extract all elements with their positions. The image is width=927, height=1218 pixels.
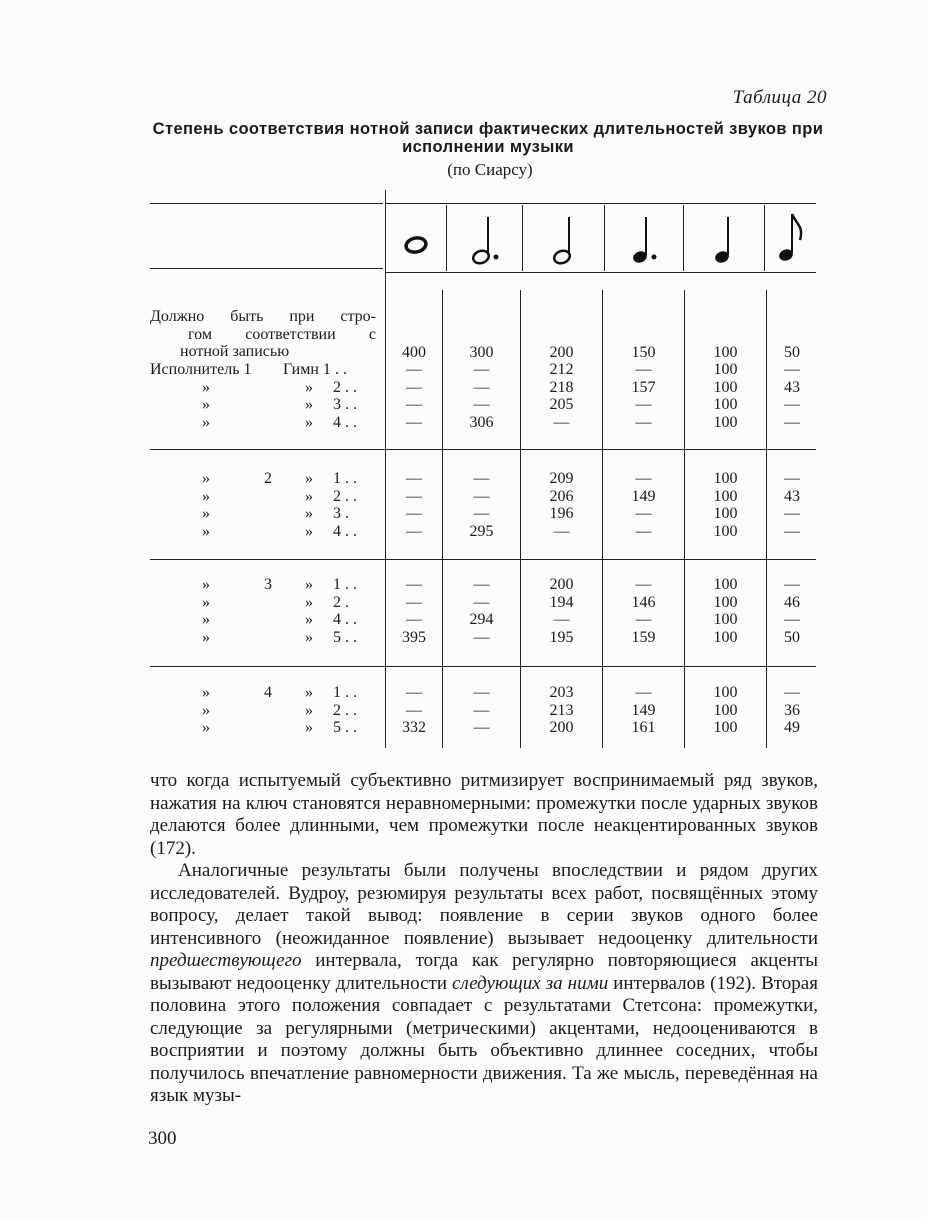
table-cell: 100 [713,413,738,431]
table-cell: — [473,628,490,646]
value-column [521,470,602,540]
value-column [443,470,520,540]
table-number: Таблица 20 [732,87,827,108]
table-cell: 194 [549,593,574,611]
table-cell: — [784,413,800,431]
table-cell: — [473,505,490,522]
table-cell: 200 [549,343,574,361]
table-cell: — [635,505,652,522]
value-column [603,576,684,646]
table-cell: — [784,505,800,522]
value-column [521,684,602,737]
table-cell: 295 [469,522,494,540]
value-column [386,470,442,540]
table-cell: — [635,470,652,487]
table-cell: — [473,593,490,611]
table-cell: 196 [549,505,574,522]
table-cell: — [406,593,422,611]
table-cell: — [473,576,490,593]
dotted-quarter-note-icon [605,213,683,267]
table-cell: 206 [549,487,574,505]
table-cell: — [635,361,652,378]
table-cell: — [406,505,422,522]
header-rule-left-bottom [150,268,383,269]
page-number: 300 [148,1128,177,1149]
table-cell: — [784,361,800,378]
table-cell: 100 [713,719,738,736]
table-cell: 332 [402,719,426,736]
table-cell: 100 [713,684,738,701]
value-column [521,344,602,432]
row-label: » » 3 . [202,505,349,522]
table-cell: — [553,413,570,431]
table-cell: 157 [631,378,656,396]
group-divider-1 [150,449,816,450]
table-cell: 205 [549,396,574,413]
table-cell: 100 [713,396,738,413]
table-title: Степень соответствия нотной записи фактических длительностей звуков при исполнении музыки [152,120,824,156]
table-cell: 213 [549,701,574,719]
label-reference: Должно быть при стро- гом соответствии с нотной записью [150,308,376,360]
table-subtitle: (по Сиарсу) [447,160,533,179]
value-column [443,576,520,646]
table-cell: 100 [713,701,738,719]
table-cell: 100 [713,361,738,378]
row-label: » » 2 . . [202,378,357,396]
table-cell: 149 [631,487,656,505]
table-cell: — [635,413,652,431]
value-column [603,344,684,432]
row-label: » » 2 . [202,593,349,611]
table-cell: 395 [402,628,426,646]
table-cell: — [473,719,490,736]
header-rule-right-bottom [386,272,816,273]
value-column [603,684,684,737]
value-column [685,470,766,540]
table-cell: — [406,413,422,431]
dotted-half-note-icon [447,213,522,267]
table-cell: 100 [713,628,738,646]
row-label: » 2 » 1 . . [202,470,357,487]
eighth-note-icon [765,210,817,266]
row-label: » » 5 . . [202,719,357,736]
paragraph: Аналогичные результаты были получены впоследствии и рядом других исследователей. Вудроу, резюмируя результаты всех работ, посвящённых этому вопросу, делает такой вывод: появление в серии звуков одного более интенсивного (неожиданное появление) вызывает недооценку длительности предшествующего интервала, тогда как регулярно повторяющиеся акценты вызывают недооценку длительности следующих за ними интервалов (192). Вторая половина этого положения совпадает с результатами Стетсона: промежутки, следующие за регулярными (метрическими) акцентами, недооцениваются в восприятии и поэтому должны быть объективно длиннее соседних, чтобы получилось впечатление равномерности движения. Та же мысль, переведённая на язык музы- [150,860,818,1106]
table-cell: — [406,378,422,396]
table-cell: 159 [631,628,656,646]
header-rule-right-top [386,203,816,204]
value-column [603,470,684,540]
table-cell: — [406,611,422,628]
table-cell: — [473,470,490,487]
table-cell: 100 [713,487,738,505]
table-cell: 150 [631,343,656,361]
value-column [386,684,442,737]
whole-note-icon [386,236,446,254]
table-cell: 100 [713,470,738,487]
table-cell: 43 [784,487,800,505]
table-cell: — [784,576,800,593]
table-cell: — [406,576,422,593]
table-cell: — [406,701,422,719]
table-cell: 161 [631,719,656,736]
table-cell: 100 [713,378,738,396]
table-cell: 300 [469,343,494,361]
value-column [685,684,766,737]
table-cell: — [473,684,490,701]
table-cell: — [406,396,422,413]
row-label: » » 4 . . [202,413,357,431]
value-column [386,344,442,432]
value-column [685,344,766,432]
body-text [150,770,818,1108]
value-column [443,684,520,737]
table-cell: — [473,396,490,413]
half-note-icon [523,213,604,267]
table-cell: 100 [713,576,738,593]
table-cell: — [635,611,652,628]
table-cell: 200 [549,719,574,736]
table-cell: — [473,361,490,378]
table-cell: 100 [713,505,738,522]
table-cell: 209 [549,470,574,487]
table-cell: 218 [549,378,574,396]
table-cell: — [406,470,422,487]
table-cell: — [784,396,800,413]
table-cell: — [406,361,422,378]
table-cell: 195 [549,628,574,646]
table-cell: — [784,522,800,540]
group-divider-2 [150,559,816,560]
value-column [443,344,520,432]
table-cell: 100 [713,611,738,628]
table-cell: 146 [631,593,656,611]
table-cell: 43 [784,378,800,396]
table-cell: 100 [713,343,738,361]
row-label: Исполнитель 1 Гимн 1 . . [150,361,347,378]
header-rule-left-top [150,203,383,204]
group-divider-3 [150,666,816,667]
table-cell: 149 [631,701,656,719]
row-label: » » 4 . . [202,522,357,540]
value-column [767,344,817,432]
value-column [767,470,817,540]
table-cell: — [635,576,652,593]
column-rule-0 [385,190,386,748]
row-label: » 4 » 1 . . [202,684,357,701]
table-cell: — [784,684,800,701]
quarter-note-icon [684,213,764,267]
table-cell: — [473,487,490,505]
table-cell: 36 [784,701,800,719]
table-cell: — [784,611,800,628]
table-cell: — [406,684,422,701]
table-cell: 46 [784,593,800,611]
table-cell: 100 [713,522,738,540]
table-cell: — [406,522,422,540]
table-cell: 200 [549,576,574,593]
row-label: » 3 » 1 . . [202,576,357,593]
table-cell: — [784,470,800,487]
table-cell: 294 [469,611,494,628]
row-label: » » 3 . . [202,396,357,413]
table-cell: — [635,684,652,701]
table-cell: — [553,522,570,540]
table-cell: — [473,701,490,719]
table-cell: 306 [469,413,494,431]
table-cell: — [635,522,652,540]
table-cell: 100 [713,593,738,611]
table-cell: 400 [402,343,426,361]
value-column [386,576,442,646]
table-cell: 49 [784,719,800,736]
table-cell: 212 [549,361,574,378]
value-column [767,684,817,737]
paragraph: что когда испытуемый субъективно ритмизирует воспринимаемый ряд звуков, нажатия на ключ становятся неравномерными: промежутки после ударных звуков делаются более длинными, чем промежутки после неакцентированных звуков (172). [150,770,818,859]
row-label: » » 2 . . [202,487,357,505]
value-column [767,576,817,646]
row-label: » » 5 . . [202,628,357,646]
table-cell: — [635,396,652,413]
row-label: » » 2 . . [202,701,357,719]
table-cell: 50 [784,343,800,361]
row-label: » » 4 . . [202,611,357,628]
table-cell: 50 [784,628,800,646]
value-column [521,576,602,646]
table-cell: — [473,378,490,396]
value-column [685,576,766,646]
table-cell: — [406,487,422,505]
table-cell: — [553,611,570,628]
table-cell: 203 [549,684,574,701]
